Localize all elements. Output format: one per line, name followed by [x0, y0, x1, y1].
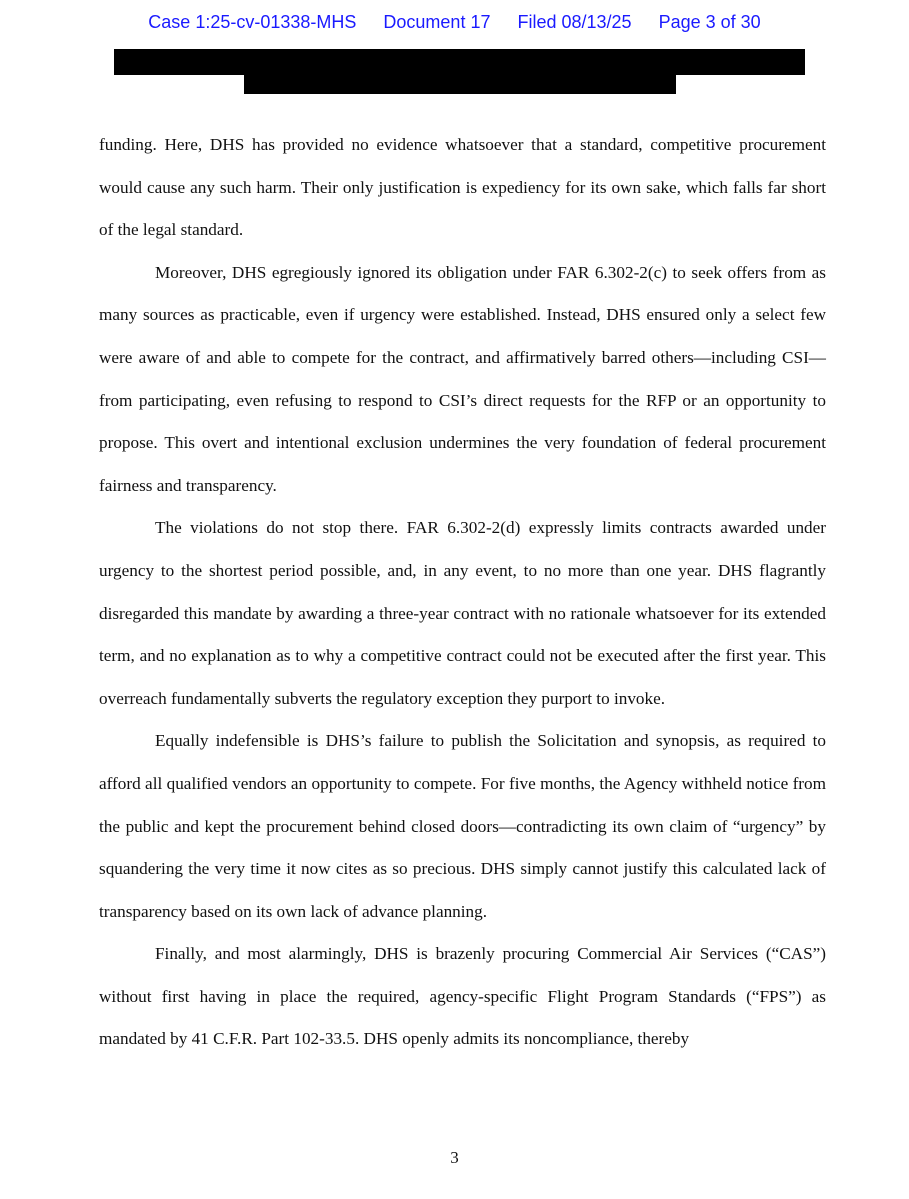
document-body — [99, 124, 826, 1061]
page-number: 3 — [450, 1148, 459, 1167]
filed-date: Filed 08/13/25 — [517, 12, 632, 32]
redaction-bar — [114, 49, 805, 75]
document-number: Document 17 — [383, 12, 491, 32]
paragraph: Equally indefensible is DHS’s failure to publish the Solicitation and synopsis, as required to afford all qualified vendors an opportunity to compete. For five months, the Agency withheld notice from the public and kept the procurement behind closed doors—contradicting its own claim of “urgency” by squandering the very time it now cites as so precious. DHS simply cannot justify this calculated lack of transparency based on its own lack of advance planning. — [99, 731, 826, 921]
paragraph: funding. Here, DHS has provided no evidence whatsoever that a standard, competitive procurement would cause any such harm. Their only justification is expediency for its own sake, which falls far short of the legal standard. — [99, 135, 826, 240]
paragraph: Moreover, DHS egregiously ignored its obligation under FAR 6.302-2(c) to seek offers from as many sources as practicable, even if urgency were established. Instead, DHS ensured only a select few were aware of and able to compete for the contract, and affirmatively barred others—including CSI—from participating, even refusing to respond to CSI’s direct requests for the RFP or an opportunity to propose. This overt and intentional exclusion undermines the very foundation of federal procurement fairness and transparency. — [99, 262, 826, 495]
page-indicator: Page 3 of 30 — [658, 12, 761, 32]
case-number: Case 1:25-cv-01338-MHS — [148, 12, 357, 32]
paragraph: Finally, and most alarmingly, DHS is brazenly procuring Commercial Air Services (“CAS”) without first having in place the required, agency-specific Flight Program Standards (“FPS”) as mandated by 41 C.F.R. Part 102-33.5. DHS openly admits its noncompliance, thereby — [99, 944, 826, 1049]
paragraph: The violations do not stop there. FAR 6.302-2(d) expressly limits contracts awarded under urgency to the shortest period possible, and, in any event, to no more than one year. DHS flagrantly disregarded this mandate by awarding a three-year contract with no rationale whatsoever for its extended term, and no explanation as to why a competitive contract could not be executed after the first year. This overreach fundamentally subverts the regulatory exception they purport to invoke. — [99, 518, 826, 708]
case-header — [0, 12, 909, 33]
redaction-bar — [244, 75, 676, 94]
